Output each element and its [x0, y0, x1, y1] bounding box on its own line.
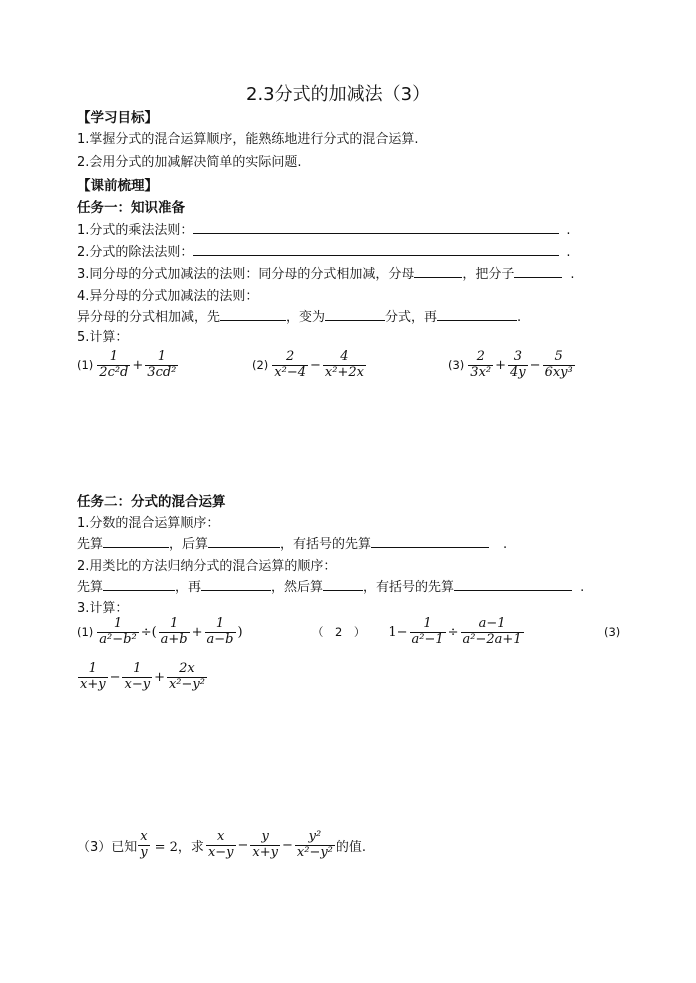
- denominator: a²−b²: [99, 631, 137, 647]
- problem-2: [252, 350, 367, 381]
- operator: ÷: [447, 624, 459, 640]
- period: .: [570, 267, 575, 282]
- denominator: 2c²d: [99, 364, 129, 380]
- denominator: 3x²: [470, 364, 492, 380]
- operator: +: [495, 357, 507, 373]
- blank[interactable]: [323, 577, 363, 591]
- period: .: [580, 580, 585, 595]
- question-label: （3）已知: [77, 839, 138, 855]
- operator: −: [529, 357, 541, 373]
- blank[interactable]: [454, 577, 572, 591]
- numerator: 4: [340, 349, 349, 364]
- analogy-text-c: ，然后算: [271, 580, 324, 595]
- blank[interactable]: [325, 307, 385, 321]
- blank[interactable]: [103, 577, 175, 591]
- numerator: 1: [423, 616, 432, 631]
- blank[interactable]: [193, 242, 559, 256]
- denominator: 4y: [510, 364, 526, 380]
- numerator: x: [217, 829, 225, 844]
- goal-2: 2.会用分式的加减解决简单的实际问题.: [77, 155, 302, 170]
- operator: +: [132, 357, 144, 373]
- operator: 1−: [388, 624, 408, 640]
- numerator: 1: [109, 349, 118, 364]
- section-goals: 【学习目标】: [77, 110, 158, 126]
- page-title: 2.3分式的加减法（3）: [246, 84, 431, 105]
- numerator: 1: [88, 661, 97, 676]
- question-3: [77, 662, 208, 693]
- blank[interactable]: [514, 264, 562, 278]
- question-1: [77, 617, 244, 648]
- compute-heading: 5.计算：: [77, 330, 129, 345]
- numerator: 1: [215, 616, 225, 631]
- fraction: [461, 617, 524, 648]
- denominator: x²−4: [274, 364, 307, 380]
- blank[interactable]: [371, 534, 489, 548]
- blank[interactable]: [437, 307, 517, 321]
- operator: ÷(: [140, 624, 157, 640]
- fraction: [167, 662, 207, 693]
- fraction: [138, 830, 149, 861]
- fraction: [97, 350, 130, 381]
- problem-1: [77, 350, 179, 381]
- rule-diff-denominator: 4.异分母的分式加减法的法则：: [77, 289, 259, 304]
- question-tail: 的值.: [335, 839, 367, 855]
- goal-1: 1.掌握分式的混合运算顺序，能熟练地进行分式的混合运算.: [77, 132, 419, 147]
- analogy-heading: 2.用类比的方法归纳分式的混合运算的顺序：: [77, 559, 337, 574]
- fraction: [145, 350, 178, 381]
- task-2-heading: 任务二：分式的混合运算: [77, 494, 226, 510]
- denominator: x−y: [207, 844, 234, 860]
- operator: −: [282, 837, 293, 853]
- denominator: x²+2x: [324, 364, 364, 380]
- order-text-c: ，有括号的先算: [280, 537, 372, 552]
- rule-divide-label: 2.分式的除法法则：: [77, 245, 194, 260]
- fraction: [323, 350, 366, 381]
- operator: +: [191, 624, 203, 640]
- numerator: 2x: [179, 661, 195, 676]
- blank[interactable]: [414, 264, 462, 278]
- rule-divide: [77, 241, 571, 260]
- fraction-order-heading: 1.分数的混合运算顺序：: [77, 516, 220, 531]
- numerator: 5: [554, 349, 563, 364]
- operator: −: [237, 837, 249, 853]
- numerator: 3: [513, 349, 522, 364]
- fraction: [206, 830, 236, 861]
- operator: −: [109, 669, 121, 685]
- blank[interactable]: [103, 534, 169, 548]
- fraction: [250, 830, 280, 861]
- fraction: [78, 662, 108, 693]
- denominator: a²−2a+1: [462, 631, 522, 647]
- period: .: [517, 310, 522, 325]
- fraction: [508, 350, 528, 381]
- fraction: [295, 830, 335, 861]
- operator: −: [310, 357, 321, 373]
- rule-4-text-c: 分式，再: [385, 310, 438, 325]
- period: .: [503, 537, 508, 552]
- rule-diff-denominator-body: [77, 306, 521, 325]
- analogy-text-a: 先算: [77, 580, 104, 595]
- fraction: [97, 617, 138, 648]
- problem-label: (2): [252, 358, 269, 373]
- numerator: 1: [170, 616, 179, 631]
- problem-label: (3): [448, 358, 465, 373]
- analogy-text-d: ，有括号的先算: [363, 580, 455, 595]
- task-1-heading: 任务一：知识准备: [77, 200, 185, 216]
- period: .: [566, 245, 571, 260]
- rule-same-denominator: [77, 263, 575, 282]
- fraction: [159, 617, 190, 648]
- rule-4-text-a: 异分母的分式相加减，先: [77, 310, 221, 325]
- question-3-label: (3): [604, 625, 621, 639]
- problem-3: [448, 350, 576, 381]
- denominator: x−y: [124, 676, 151, 692]
- denominator: y: [140, 844, 148, 860]
- denominator: x+y: [80, 676, 106, 692]
- fraction: [543, 350, 575, 381]
- analogy-line: [77, 576, 584, 595]
- section-review: 【课前梳理】: [77, 178, 158, 194]
- compute-heading-2: 3.计算：: [77, 601, 129, 616]
- operator: +: [154, 669, 165, 685]
- denominator: x²−y²: [168, 676, 205, 692]
- blank[interactable]: [220, 307, 286, 321]
- numerator: a−1: [478, 616, 506, 631]
- numerator: 1: [157, 349, 166, 364]
- numerator: 2: [286, 349, 295, 364]
- operator: ): [237, 624, 243, 640]
- numerator: x: [140, 829, 148, 844]
- denominator: x+y: [252, 844, 278, 860]
- rule-multiply: [77, 219, 571, 238]
- denominator: 6xy³: [544, 364, 573, 380]
- fraction: [468, 350, 493, 381]
- fraction: [410, 617, 446, 648]
- order-text-a: 先算: [77, 537, 104, 552]
- question-2: [312, 617, 525, 648]
- blank[interactable]: [193, 220, 559, 234]
- rule-multiply-label: 1.分式的乘法法则：: [77, 223, 194, 238]
- period: .: [566, 223, 571, 238]
- rule-3-text: 3.同分母的分式加减法的法则：同分母的分式相加减，分母: [77, 267, 415, 282]
- numerator: 1: [133, 661, 142, 676]
- order-text-b: ，后算: [169, 537, 209, 552]
- fraction-order-line: [77, 533, 507, 552]
- problem-label: (1): [77, 358, 94, 373]
- denominator: 3cd²: [147, 364, 177, 380]
- question-label: (1): [77, 625, 94, 640]
- question-label: （ 2 ）: [312, 625, 366, 640]
- blank[interactable]: [208, 534, 280, 548]
- numerator: y²: [308, 829, 322, 844]
- question-4: [77, 830, 366, 861]
- denominator: x²−y²: [296, 844, 333, 860]
- denominator: a+b: [160, 631, 188, 647]
- rule-4-text-b: ，变为: [286, 310, 326, 325]
- analogy-text-b: ，再: [175, 580, 202, 595]
- rule-3-text-b: ，把分子: [462, 267, 515, 282]
- blank[interactable]: [201, 577, 271, 591]
- numerator: 1: [113, 616, 123, 631]
- numerator: y: [261, 829, 269, 844]
- fraction: [122, 662, 152, 693]
- denominator: a²−1: [411, 631, 444, 647]
- numerator: 2: [476, 349, 485, 364]
- fraction: [272, 350, 308, 381]
- condition-text: = 2，求: [154, 839, 204, 855]
- fraction: [205, 617, 236, 648]
- denominator: a−b: [206, 631, 234, 647]
